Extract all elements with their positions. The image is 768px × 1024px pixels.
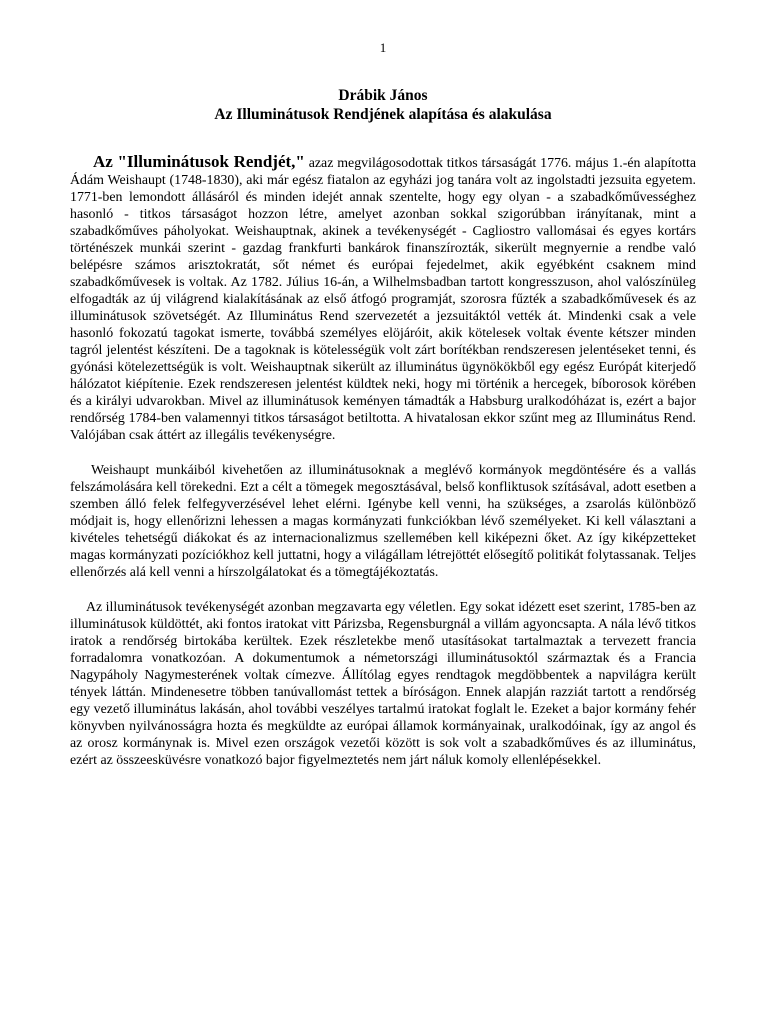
document-title: Az Illuminátusok Rendjének alapítása és alakulása (214, 106, 552, 123)
paragraph-2: Weishaupt munkáiból kivehetően az illuminátusoknak a meglévő kormányok megdöntésére és a vallás felszámolására kell törekedni. Ezt a célt a tömegek megosztásával, belső konfliktusok szításával, adott esetben a szemben álló felek felfegyverzésével lehet elérni. Igénybe kell venni, ha szükséges, a zsarolás különböző módjait is, hogy ellenőrizni lehessen a magas kormányzati funkciókban lévő személyeket. Ki kell választani a kivételes tehetségű diákokat és az internacionalizmus szellemében kell kiképezni őket. Az így kiképzetteket magas kormányzati pozíciókhoz kell juttatni, hogy a világállam létrejöttét elősegítő politikát folytassanak. Teljes ellenőrzés alá kell venni a hírszolgálatokat és a tömegtájékoztatás. (70, 463, 696, 580)
paragraph-1-lead: Az "Illuminátusok Rendjét," (93, 152, 305, 171)
author-name: Drábik János (338, 87, 428, 104)
paragraph-1-text: azaz megvilágosodottak titkos társaságát 1776. május 1.-én alapította Ádám Weishaupt (1748-1830), aki már egész fiatalon az egyházi jog tanára volt az ingolstadti jezsuita egyetem. 1771-ben lemondott állásáról és minden idejét annak szentelte, hogy egy olyan - a szabadkőművességhez hasonló - titkos társaságot hozzon létre, amelyet azonban sokkal szigorúbban irányítanak, mint a szabadkőműves páholyokat. Weishauptnak, akinek a tevékenységét - Cagliostro vallomásai és egyes kortárs történészek munkái szerint - gazdag frankfurti bankárok finanszírozták, sikerült megnyernie a rendbe való belépésre számos arisztokratát, sőt német és európai fejedelmet, akik egyébként csaknem mind szabadkőművesek is voltak. Az 1782. Július 16-án, a Wilhelmsbadban tartott kongresszuson, ahol valószínüleg elfogadták az új világrend kialakításának az első átfogó programját, szorosra fűzték a szabadkőművesek és az illuminátusok szövetségét. Az Illuminátus Rend szervezetét a jezsuitáktól vették át. Mindenki csak a vele hasonló fokozatú tagokat ismerte, továbbá személyes elöjáróit, akik kötelesek voltak évente kétszer minden tagról jelentést készíteni. De a tagoknak is kötelességük volt zárt borítékban rendszeresen jelentéseket tenni, és gyónási kötelezettségük is volt. Weishauptnak sikerült az illuminátus ügynökökből egy egész Európát kiterjedő hálózatot kiépítenie. Ezek rendszeresen jelentést küldtek neki, hogy mi történik a hercegek, bíborosok körében és a királyi udvarokban. Mivel az illuminátusok keményen támadták a Habsburg uralkodóházat is, ezért a bajor rendőrség 1784-ben valamennyi titkos társaságot betiltotta. A hivatalosan ekkor szűnt meg az Illuminátus Rend. Valójában csak áttért az illegális tevékenységre. (70, 156, 696, 443)
paragraph-1 (70, 153, 696, 444)
page-number: 1 (379, 40, 387, 55)
paragraph-3: Az illuminátusok tevékenységét azonban megzavarta egy véletlen. Egy sokat idézett eset szerint, 1785-ben az illuminátusok küldöttét, aki fontos iratokat vitt Párizsba, Regensburgnál a villám agyoncsapta. A nála lévő titkos iratok a rendőrség birtokába kerültek. Ezek részletekbe menő utasításokat tartalmaztak a tervezett francia forradalomra vonatkozóan. A dokumentumok a németországi illuminátusoktól származtak és a Francia Nagypáholy Nagymesterének voltak címezve. Állítólag egyes rendtagok megdöbbentek a napvilágra került tények láttán. Mindenesetre többen tanúvallomást tettek a bíróságon. Ennek alapján razziát tartott a rendőrség egy vezető illuminátus lakásán, ahol további veszélyes tartalmú iratokat foglalt le. Ezeket a bajor kormány fehér könyvben nyilvánosságra hozta és megküldte az európai államok kormányainak, uralkodóinak, így az angol és az orosz kormánynak is. Mivel ezen országok vezetői között is sok volt a szabadkőműves és az illuminátus, ezért az összeesküvésre vonatkozó bajor figyelmeztetés nem járt náluk komoly ellenlépésekkel. (70, 600, 696, 768)
